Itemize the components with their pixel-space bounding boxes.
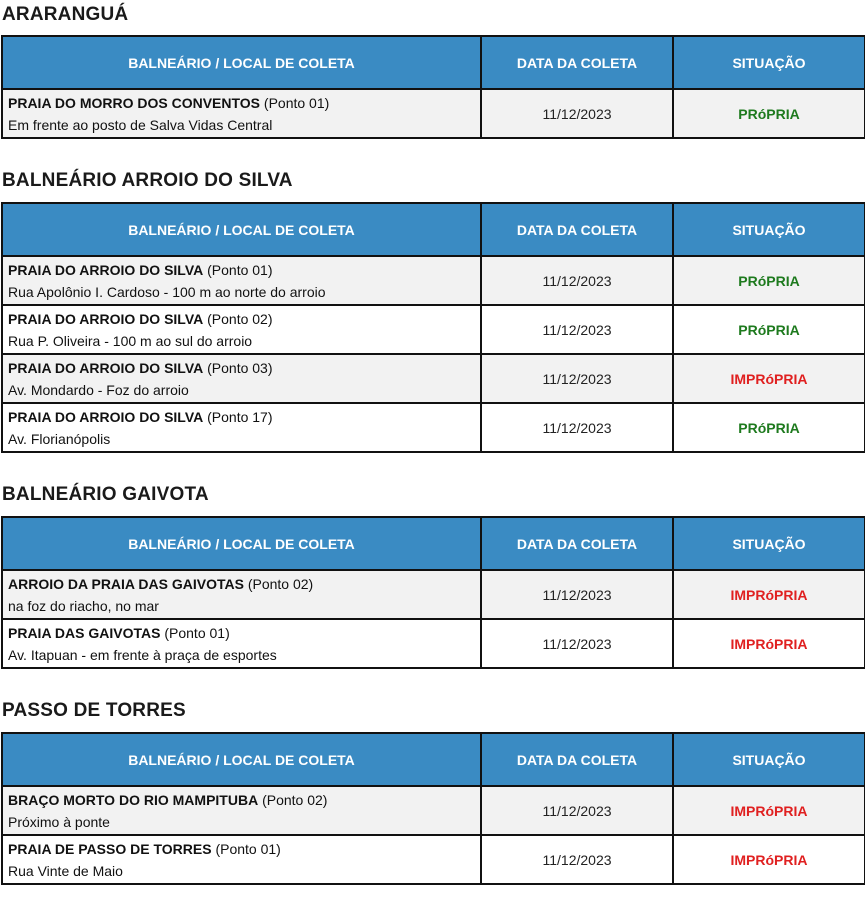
table-row	[2, 89, 865, 138]
table-header-row	[2, 733, 865, 786]
point-label: (Ponto 02)	[243, 575, 314, 592]
header-local: BALNEÁRIO / LOCAL DE COLETA	[2, 517, 481, 570]
header-date: DATA DA COLETA	[481, 36, 673, 89]
table-row	[2, 403, 865, 452]
table-header-row	[2, 517, 865, 570]
location-cell	[2, 305, 481, 354]
beach-name: PRAIA DE PASSO DE TORRES	[8, 840, 212, 857]
address: Rua Apolônio I. Cardoso - 100 m ao norte do arroio	[8, 283, 326, 300]
table-row	[2, 305, 865, 354]
location-cell	[2, 256, 481, 305]
table-row	[2, 354, 865, 403]
header-local: BALNEÁRIO / LOCAL DE COLETA	[2, 733, 481, 786]
date-cell: 11/12/2023	[481, 354, 673, 403]
status-cell: IMPRóPRIA	[673, 354, 865, 403]
location-cell	[2, 619, 481, 668]
status-cell: IMPRóPRIA	[673, 786, 865, 835]
date-cell: 11/12/2023	[481, 403, 673, 452]
address: Em frente ao posto de Salva Vidas Central	[8, 116, 273, 133]
location-cell	[2, 835, 481, 884]
header-local: BALNEÁRIO / LOCAL DE COLETA	[2, 36, 481, 89]
point-label: (Ponto 01)	[160, 624, 230, 641]
date-cell: 11/12/2023	[481, 786, 673, 835]
point-label: (Ponto 01)	[203, 261, 273, 278]
header-status: SITUAÇÃO	[673, 203, 865, 256]
header-date: DATA DA COLETA	[481, 733, 673, 786]
beach-name: PRAIA DAS GAIVOTAS	[8, 624, 161, 641]
point-label: (Ponto 02)	[258, 791, 328, 808]
address: Rua Vinte de Maio	[8, 862, 123, 879]
header-date: DATA DA COLETA	[481, 203, 673, 256]
section-title: ARARANGUÁ	[2, 4, 129, 25]
point-label: (Ponto 03)	[203, 359, 273, 376]
section-title: PASSO DE TORRES	[2, 700, 186, 721]
beach-name: ARROIO DA PRAIA DAS GAIVOTAS	[8, 575, 244, 592]
table-header-row	[2, 36, 865, 89]
section-title: BALNEÁRIO GAIVOTA	[2, 484, 209, 505]
date-cell: 11/12/2023	[481, 619, 673, 668]
date-cell: 11/12/2023	[481, 835, 673, 884]
header-status: SITUAÇÃO	[673, 36, 865, 89]
table-row	[2, 786, 865, 835]
point-label: (Ponto 01)	[211, 840, 281, 857]
table-row	[2, 619, 865, 668]
date-cell: 11/12/2023	[481, 256, 673, 305]
status-cell: IMPRóPRIA	[673, 619, 865, 668]
table-row	[2, 256, 865, 305]
beach-name: BRAÇO MORTO DO RIO MAMPITUBA	[8, 791, 259, 808]
status-cell: PRóPRIA	[673, 256, 865, 305]
beach-name: PRAIA DO MORRO DOS CONVENTOS	[8, 94, 261, 111]
results-table	[1, 202, 865, 453]
address: Av. Itapuan - em frente à praça de esportes	[8, 646, 277, 663]
point-label: (Ponto 02)	[203, 310, 273, 327]
status-cell: PRóPRIA	[673, 403, 865, 452]
date-cell: 11/12/2023	[481, 570, 673, 619]
results-table	[1, 732, 865, 885]
location-cell	[2, 89, 481, 138]
beach-name: PRAIA DO ARROIO DO SILVA	[8, 261, 204, 278]
status-cell: PRóPRIA	[673, 305, 865, 354]
address: Próximo à ponte	[8, 813, 110, 830]
header-date: DATA DA COLETA	[481, 517, 673, 570]
table-header-row	[2, 203, 865, 256]
point-label: (Ponto 17)	[203, 408, 273, 425]
header-status: SITUAÇÃO	[673, 517, 865, 570]
date-cell: 11/12/2023	[481, 89, 673, 138]
beach-name: PRAIA DO ARROIO DO SILVA	[8, 408, 204, 425]
status-cell: PRóPRIA	[673, 89, 865, 138]
status-cell: IMPRóPRIA	[673, 570, 865, 619]
date-cell: 11/12/2023	[481, 305, 673, 354]
address: Rua P. Oliveira - 100 m ao sul do arroio	[8, 332, 253, 349]
point-label: (Ponto 01)	[260, 94, 330, 111]
location-cell	[2, 354, 481, 403]
results-table	[1, 516, 865, 669]
address: Av. Mondardo - Foz do arroio	[8, 381, 189, 398]
status-cell: IMPRóPRIA	[673, 835, 865, 884]
location-cell	[2, 786, 481, 835]
header-status: SITUAÇÃO	[673, 733, 865, 786]
beach-name: PRAIA DO ARROIO DO SILVA	[8, 310, 204, 327]
table-row	[2, 835, 865, 884]
results-table	[1, 35, 865, 139]
address: na foz do riacho, no mar	[8, 597, 159, 614]
location-cell	[2, 403, 481, 452]
section-title: BALNEÁRIO ARROIO DO SILVA	[2, 170, 293, 191]
address: Av. Florianópolis	[8, 430, 111, 447]
beach-name: PRAIA DO ARROIO DO SILVA	[8, 359, 204, 376]
header-local: BALNEÁRIO / LOCAL DE COLETA	[2, 203, 481, 256]
table-row	[2, 570, 865, 619]
location-cell	[2, 570, 481, 619]
